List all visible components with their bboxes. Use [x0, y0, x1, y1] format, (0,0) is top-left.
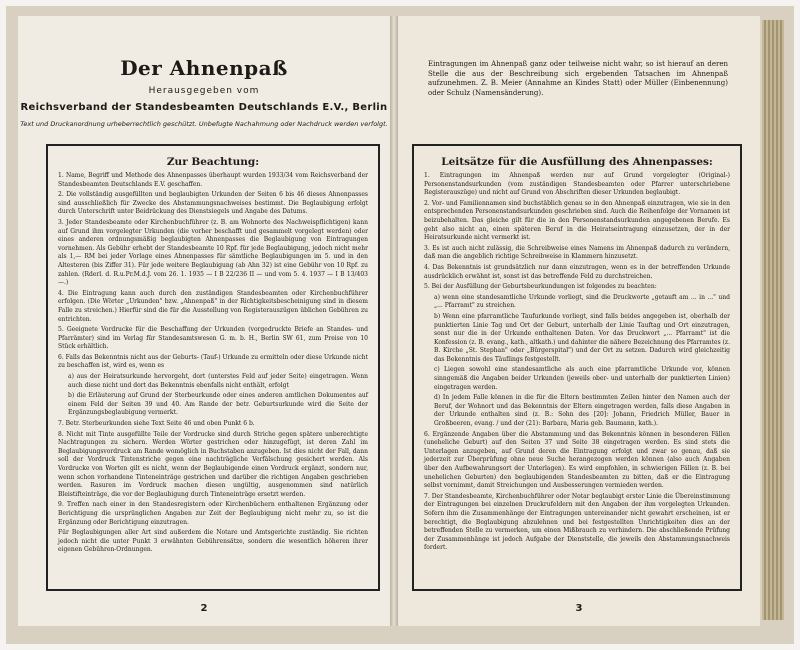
page-number: 3 — [575, 603, 583, 614]
notes-heading: Zur Beachtung: — [166, 156, 260, 168]
list-item: b) die Erläuterung auf Grund der Sterbeurkunde oder eines anderen amtlichen Dokumentes auf einem Feld der Seiten 39 und 40. Am Rande der betr. Geburtsurkunde wird die Seite der Ergänzungsbeglaubigung vermerkt. — [68, 392, 368, 417]
page-title: Der Ahnenpaß — [120, 56, 288, 80]
list-item: 3. Jeder Standesbeamte oder Kirchenbuchführer (z. B. am Wohnorte des Nachweispflichtigen) kann auf Grund ihm vorgelegter Urkunden (die vorher beschafft und gesammelt vorgelegt werden) oder eines anderen ordnungsmäßig beglaubigten Ahnenpasses die Beglaubigung von Eintragungen vornehmen. Als Gebühr erhebt der Standesbeamte 10 Rpf. für jede Beglaubigung, jedoch nicht mehr als 1,— RM bei jeder Vorlage eines Ahnenpasses für sämtliche Beglaubigungen im 5. und in den Altesteren (bis Ziffer 31). Für jede weitere Beglaubigung (ab Ahn 32) ist eine Gebühr von 10 Rpf. zu zahlen. (Rderl. d. R.u.Pr.M.d.J. vom 26. 1. 1935 — I B 22/236 II — und vom 5. 4. 1937 — I B 13/403 —.) — [58, 218, 368, 287]
book-gutter — [390, 16, 398, 626]
list-item: 7. Betr. Sterbeurkunden siehe Text Seite 46 und oben Punkt 6 b. — [58, 420, 255, 428]
list-item: 2. Vor- und Familiennamen sind buchstäblich genau so in den Ahnenpaß einzutragen, wie sie in den entsprechenden Personenstandsurkunden geschrieben sind. Auch die Reihenfolge der Vornamen ist beizubehalten. Das gleiche gilt für die in den Personenstandsurkunden angegebenen Berufe. Es geht also nicht an, einen späteren Beruf in die Heiratseintragung einzusetzen, der in der Heiratsurkunde nicht vermerkt ist. — [424, 199, 730, 242]
subtitle: Herausgegeben vom — [148, 86, 260, 96]
guidelines-heading: Leitsätze für die Ausfüllung des Ahnenpasses: — [441, 156, 713, 168]
list-item: 4. Das Bekenntnis ist grundsätzlich nur dann einzutragen, wenn es in der betreffenden Urkunde ausdrücklich erwähnt ist, sonst ist das betreffende Feld zu durchstreichen. — [424, 263, 730, 280]
guidelines-list — [418, 172, 736, 553]
notes-list — [52, 172, 374, 555]
list-item: 6. Ergänzende Angaben über die Abstammung und das Bekenntnis können in besonderen Fällen (uneheliche Geburt) auf den Seiten 37 und Seite 38 eingetragen werden. Es sind stets die Unterlagen anzugeben, auf Grund deren die Eintragung erfolgt und zwar so genau, daß sie jederzeit zur Überprüfung ohne neue Suche herangezogen werden können (also auch Angaben über den Aufbewahrungsort der Unterlagen). Es wird empfohlen, in schwierigen Fällen (z. B. bei unehelichen Geburten) den beglaubigenden Standesbeamten zu bitten, daß er die Eintragung selbst vornimmt, damit Streichungen und Ausbesserungen vermieden werden. — [424, 430, 730, 490]
copyright-note: Text und Druckanordnung urheberrechtlich geschützt. Unbefugte Nachahmung oder Nachdruck werden verfolgt. — [20, 120, 388, 128]
guidelines-frame — [412, 144, 742, 591]
list-item: 3. Es ist auch nicht zulässig, die Schreibweise eines Namens im Ahnenpaß dadurch zu verändern, daß man die angeblich richtige Schreibweise in Klammern hinzusetzt. — [424, 244, 730, 261]
list-item: 8. Nicht mit Tinte ausgefüllte Teile der Vordrucke sind durch Striche gegen spätere unberechtigte Nachtragungen zu sichern. Werden Wörter gestrichen oder hinzugefügt, ist deren Zahl im Beglaubigungsvordruck am Rande womöglich in Buchstaben anzugeben. Ist dies nicht der Fall, dann soll der Vordruck Tintenstriche gegen eine nachträgliche Verfälschung gesichert werden. Als Vordrucke von Worten gilt es nicht, wenn der Beglaubigende einen Vordruck ergänzt, sondern nur, wenn schon vorhandene Tinteneinträge gestrichen und darüber die richtigen Angaben geschrieben werden. Rasuren im Vordruck machen diesen ungültig, ausgenommen sind natürlich Bleistifteinträge, die vor der Beglaubigung durch Tinteneinträge ersetzt werden. — [58, 430, 368, 498]
notes-frame — [46, 144, 380, 591]
publisher: Reichsverband der Standesbeamten Deutschlands E.V., Berlin — [20, 102, 388, 113]
list-item: Für Beglaubigungen aller Art sind außerdem die Notare und Amtsgerichte zuständig. Sie richten jedoch nicht die unter Punkt 3 erwähnten Gebührensätze, sondern die wesentlich höheren ihrer eigenen Gebühren-Ordnungen. — [58, 529, 368, 554]
list-item: 1. Eintragungen im Ahnenpaß werden nur auf Grund vorgelegter (Original-) Personenstandsurkunden (vom zuständigen Standesbeamten oder Pfarrer unterschriebene Registerauszüge) und nicht auf Grund von Abschriften dieser Urkunden beglaubigt. — [424, 172, 730, 197]
list-item: 9. Treffen nach einer in den Standesregistern oder Kirchenbüchern enthaltenen Ergänzung oder Berichtigung die ursprünglichen Angaben zur Zeit der Beglaubigung nicht mehr zu, so ist die Ergänzung oder Berichtigung einzutragen. — [58, 501, 368, 526]
list-item: 2. Die vollständig ausgefüllten und beglaubigten Urkunden der Seiten 6 bis 46 dieses Ahnenpasses sind ausschließlich für Zwecke des Abstammungsnachweises bestimmt. Die Beglaubigung erfolgt durch Unterschrift unter Beidrückung des Dienstsiegels und Angabe des Datums. — [58, 191, 368, 216]
list-item: a) aus der Heiratsurkunde hervorgeht, dort (unterstes Feld auf jeder Seite) eingetragen. Wenn auch diese nicht und dort das Bekenntnis ebenfalls nicht enthält, erfolgt — [68, 373, 368, 389]
page-number: 2 — [200, 603, 208, 614]
intro-paragraph: Eintragungen im Ahnenpaß ganz oder teilweise nicht wahr, so ist hierauf an deren Stelle die aus der Beschreibung sich ergebenden Tatsachen im Ahnenpaß aufzunehmen. Z. B. Meier (Annahme an Kindes Statt) oder Müller (Einbenennung) oder Schulz (Namensänderung). — [428, 60, 728, 97]
left-page — [18, 16, 390, 626]
list-item: 7. Der Standesbeamte, Kirchenbuchführer oder Notar beglaubigt erster Linie die Übereinstimmung der Eintragungen bei einzelnen Druckrufeldern mit den Angaben der ihm vorgelegten Urkunden. Sofern ihm die Zusammenhänge der Eintragungen untereinander nicht gewahrt erscheinen, ist er berechtigt, die Beglaubigung abzulehnen und bei festgestellten Unrichtigkeiten dies an der betreffenden Stelle zu vermerken, um einen Mißbrauch zu verhindern. Die abschließende Prüfung der Zusammenhänge ist jedoch Aufgabe der Dienststelle, die jeweils den Abstammungsnachweis fordert. — [424, 492, 730, 552]
right-page — [398, 16, 760, 626]
list-item: b) Wenn eine pfarramtliche Taufurkunde vorliegt, sind falls beides angegeben ist, oberhalb der punktierten Linie Tag und Ort der Geburt, unterhalb der Linie Tauftag und Ort einzutragen, sonst nur die in der Urkunde enthaltenen Daten. Vor das Druckwort „... Pfarramt" ist die Konfession (z. B. evang., kath., altkath.) und dahinter die nähere Bezeichnung des Pfarramtes (z. B. Kirche „St. Stephan" oder „Bürgerspital") und der Ort zu setzen. Dadurch wird gleichzeitig das Bekenntnis des Täuflings festgestellt. — [434, 312, 730, 363]
list-item: 6. Falls das Bekenntnis nicht aus der Geburts- (Tauf-) Urkunde zu ermitteln oder diese Urkunde nicht zu beschaffen ist, wird es, wenn es — [58, 353, 368, 370]
list-item: a) wenn eine standesamtliche Urkunde vorliegt, sind die Druckworte „getauft am ... in ..." und „... Pfarramt" zu streichen. — [434, 293, 730, 310]
list-item: d) In jedem Falle können in die für die Eltern bestimmten Zeilen hinter den Namen auch der Beruf, der Wohnort und das Bekenntnis der Eltern eingetragen werden, falls diese Angaben in der Urkunde enthalten sind (z. B.: Sohn des [20]: Johann, Friedrich Müller, Bauer in Großbeeren, evang. / und der (21): Barbara, Maria geb. Baumann, kath.). — [434, 394, 730, 428]
list-item: 1. Name, Begriff und Methode des Ahnenpasses überhaupt wurden 1933/34 vom Reichsverband der Standesbeamten Deutschlands E.V. geschaffen. — [58, 172, 368, 188]
list-item: 4. Die Eintragung kann auch durch den zuständigen Standesbeamten oder Kirchenbuchführer erfolgen. (Die Wörter „Urkunden" bzw. „Ahnenpaß" in der Richtigkeitsbescheinigung sind in diesem Falle zu streichen.) Hierfür sind die für die Ausstellung von Registerauszügen üblichen Gebühren zu entrichten. — [58, 289, 368, 323]
list-item: 5. Geeignete Vordrucke für die Beschaffung der Urkunden (vorgedruckte Briefe an Standes- und Pfarrämter) sind im Verlag für Standesamtswesen G. m. b. H., Berlin SW 61, zum Preise von 10 Stück erhältlich. — [58, 326, 368, 351]
page-edges — [762, 20, 784, 620]
list-item: c) Liegen sowohl eine standesamtliche als auch eine pfarramtliche Urkunde vor, können sinngemäß die Angaben beider Urkunden (jeweils ober- und unterhalb der punktierten Linien) eingetragen werden. — [434, 366, 730, 391]
list-item: 5. Bei der Ausfüllung der Geburtsbeurkundungen ist folgendes zu beachten: — [424, 283, 657, 291]
